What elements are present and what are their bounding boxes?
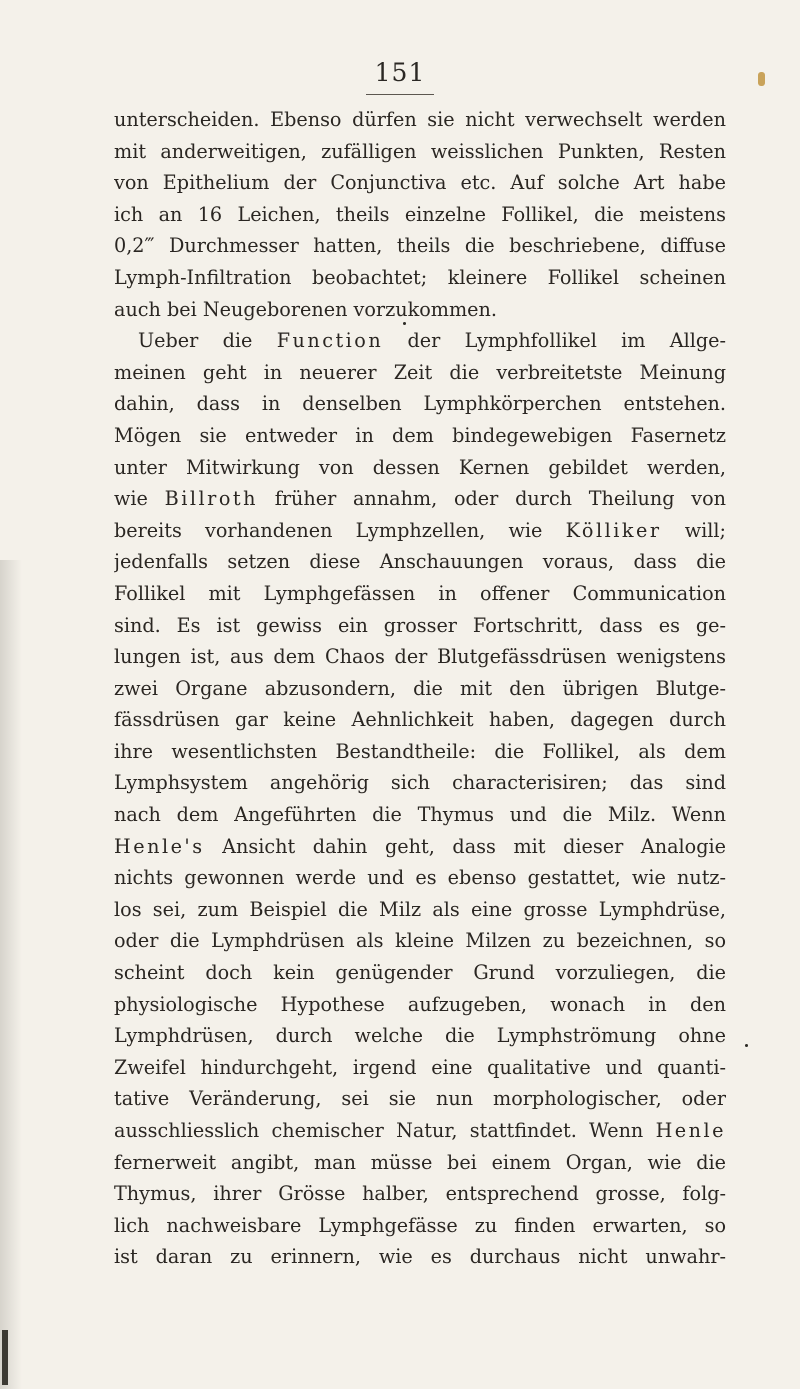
text-line: nach dem Angeführten die Thymus und die Milz. Wenn [114, 803, 726, 827]
text-line: Follikel mit Lymphgefässen in offener Communication [114, 581, 726, 605]
text-line: dahin, dass in denselben Lymphkörperchen entstehen. [114, 392, 726, 416]
text-line: oder die Lymphdrüsen als kleine Milzen zu bezeichnen, so [114, 929, 726, 953]
text-line: ihre wesentlichsten Bestandtheile: die Follikel, als dem [114, 739, 726, 763]
body-text [114, 104, 726, 1273]
text-line: jedenfalls setzen diese Anschauungen voraus, dass die [114, 550, 726, 574]
text-line: unterscheiden. Ebenso dürfen sie nicht verwechselt werden [114, 108, 726, 131]
text-line: von Epithelium der Conjunctiva etc. Auf solche Art habe [114, 171, 726, 195]
text-line: ausschliesslich chemischer Natur, stattfindet. Wenn Henle [114, 1119, 726, 1142]
header-rule [366, 94, 434, 95]
emphasized-term: Function [276, 329, 384, 353]
text-line: fässdrüsen gar keine Aehnlichkeit haben, dagegen durch [114, 708, 726, 732]
text-line: Mögen sie entweder in dem bindegewebigen Fasernetz [114, 423, 726, 447]
text-line: meinen geht in neuerer Zeit die verbreitetste Meinung [114, 360, 726, 384]
text-line: Henle's Ansicht dahin geht, dass mit dieser Analogie [114, 834, 726, 858]
text-line: physiologische Hypothese aufzugeben, wonach in den [114, 992, 726, 1016]
text-line: Lymph-Infiltration beobachtet; kleinere Follikel scheinen [114, 265, 726, 289]
scan-edge-mark [2, 1330, 8, 1385]
text-line: los sei, zum Beispiel die Milz als eine grosse Lymphdrüse, [114, 897, 726, 921]
text-line: lungen ist, aus dem Chaos der Blutgefässdrüsen wenigstens [114, 645, 726, 669]
ink-speck [745, 1044, 748, 1047]
text-line: Lymphdrüsen, durch welche die Lymphströmung ohne [114, 1024, 726, 1048]
text-line: zwei Organe abzusondern, die mit den übrigen Blutge- [114, 676, 726, 700]
text-line: Zweifel hindurchgeht, irgend eine qualitative und quanti- [114, 1055, 726, 1079]
text-line: ist daran zu erinnern, wie es durchaus nicht unwahr- [114, 1245, 726, 1269]
author-name: Henle [655, 1119, 726, 1142]
author-name: Kölliker [565, 518, 662, 542]
text-line: scheint doch kein genügender Grund vorzuliegen, die [114, 961, 726, 985]
ink-speck [403, 322, 406, 325]
text-line: lich nachweisbare Lymphgefässe zu finden erwarten, so [114, 1213, 726, 1237]
author-name: Henle's [114, 834, 205, 858]
text-line: sind. Es ist gewiss ein grosser Fortschritt, dass es ge- [114, 613, 726, 637]
text-line: unter Mitwirkung von dessen Kernen gebildet werden, [114, 455, 726, 479]
page-number: 151 [374, 58, 426, 87]
text-line: mit anderweitigen, zufälligen weisslichen Punkten, Resten [114, 139, 726, 163]
corner-stain-mark [758, 72, 765, 86]
text-line: 0,2‴ Durchmesser hatten, theils die beschriebene, diffuse [114, 234, 726, 258]
text-line: wie Billroth früher annahm, oder durch Theilung von [114, 487, 726, 511]
text-line: auch bei Neugeborenen vorzukommen. [114, 297, 497, 321]
author-name: Billroth [164, 487, 258, 511]
text-line: Lymphsystem angehörig sich characterisiren; das sind [114, 771, 726, 795]
scan-edge-shadow [0, 560, 22, 1389]
text-line: Thymus, ihrer Grösse halber, entsprechend grosse, folg- [114, 1182, 726, 1206]
text-line: bereits vorhandenen Lymphzellen, wie Kölliker will; [114, 518, 726, 542]
text-line: Ueber die Function der Lymphfollikel im Allge- [138, 329, 726, 353]
text-line: ich an 16 Leichen, theils einzelne Follikel, die meistens [114, 202, 726, 226]
text-line: tative Veränderung, sei sie nun morphologischer, oder [114, 1087, 726, 1111]
text-line: nichts gewonnen werde und es ebenso gestattet, wie nutz- [114, 866, 726, 890]
text-line: fernerweit angibt, man müsse bei einem Organ, wie die [114, 1150, 726, 1174]
